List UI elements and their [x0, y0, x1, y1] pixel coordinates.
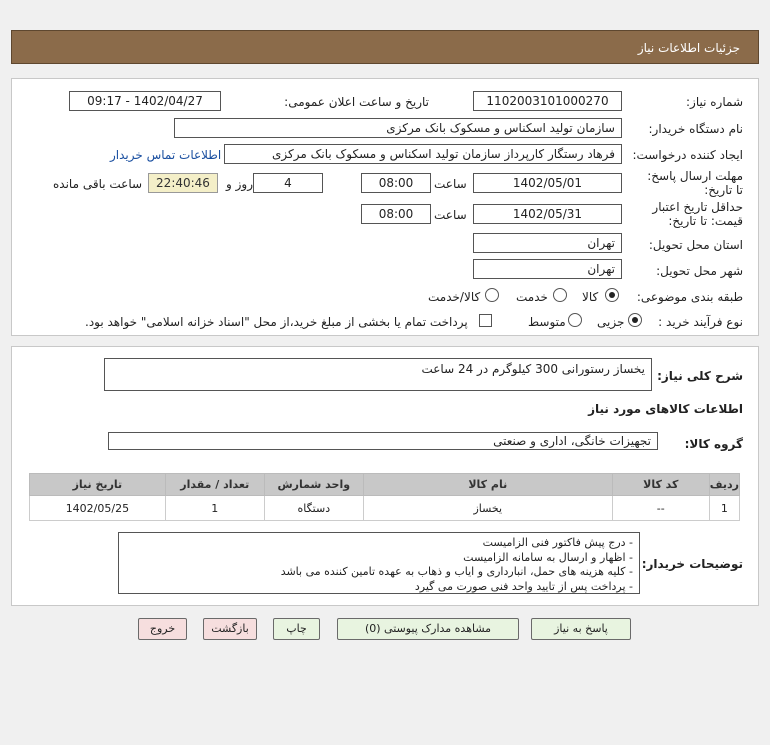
reply-time-label: ساعت: [434, 177, 467, 191]
province-field: تهران: [473, 233, 622, 253]
treasury-payment-note: پرداخت تمام یا بخشی از مبلغ خرید،از محل "اسناد خزانه اسلامی" خواهد بود.: [85, 315, 468, 329]
process-option-medium: متوسط: [528, 315, 566, 329]
validity-label: حداقل تاریخ اعتبار قیمت: تا تاریخ:: [652, 200, 743, 228]
buyer-org-field: سازمان تولید اسکناس و مسکوک بانک مرکزی: [174, 118, 622, 138]
need-number-label: شماره نیاز:: [686, 95, 743, 109]
cell-qty: 1: [165, 496, 264, 521]
cell-date: 1402/05/25: [30, 496, 166, 521]
process-radio-minor[interactable]: [628, 313, 642, 327]
back-button[interactable]: بازگشت: [203, 618, 257, 640]
cell-row: 1: [709, 496, 739, 521]
buyer-notes-label: توضیحات خریدار:: [641, 557, 743, 571]
treasury-payment-checkbox[interactable]: [479, 314, 492, 327]
reply-button[interactable]: پاسخ به نیاز: [531, 618, 631, 640]
category-radio-goods[interactable]: [605, 288, 619, 302]
goods-table: [29, 473, 740, 521]
table-row: [30, 496, 740, 521]
reply-deadline-time: 08:00: [361, 173, 431, 193]
page-title: جزئیات اطلاعات نیاز: [637, 41, 740, 55]
province-label: استان محل تحویل:: [648, 238, 743, 252]
category-option-goods-service: کالا/خدمت: [428, 290, 481, 304]
process-option-minor: جزیی: [597, 315, 625, 329]
col-qty: تعداد / مقدار: [165, 474, 264, 496]
category-label: طبقه بندی موضوعی:: [636, 290, 743, 304]
page-header: [11, 30, 759, 64]
process-radio-medium[interactable]: [568, 313, 582, 327]
reply-deadline-label: مهلت ارسال پاسخ: تا تاریخ:: [647, 169, 743, 197]
requester-field: فرهاد رستگار کارپرداز سازمان تولید اسکناس و مسکوک بانک مرکزی: [224, 144, 622, 164]
cell-code: --: [612, 496, 709, 521]
col-date: تاریخ نیاز: [30, 474, 166, 496]
col-name: نام کالا: [363, 474, 612, 496]
category-radio-goods-service[interactable]: [485, 288, 499, 302]
city-label: شهر محل تحویل:: [656, 264, 743, 278]
category-option-goods: کالا: [582, 290, 599, 304]
requester-label: ایجاد کننده درخواست:: [632, 148, 743, 162]
note-line: - درج پیش فاکتور فنی الزامیست: [482, 536, 633, 549]
reply-deadline-date: 1402/05/01: [473, 173, 622, 193]
process-label: نوع فرآیند خرید :: [658, 315, 743, 329]
attachments-button[interactable]: مشاهده مدارک پیوستی (0): [337, 618, 519, 640]
announce-datetime-field: 1402/04/27 - 09:17: [69, 91, 221, 111]
cell-unit: دستگاه: [264, 496, 363, 521]
buyer-notes: [118, 532, 640, 594]
goods-group-field: تجهیزات خانگی، اداری و صنعتی: [108, 432, 658, 450]
print-button[interactable]: چاپ: [273, 618, 320, 640]
category-option-service: خدمت: [516, 290, 548, 304]
category-radio-service[interactable]: [553, 288, 567, 302]
goods-info-title: اطلاعات کالاهای مورد نیاز: [588, 402, 743, 416]
need-number-field: 1102003101000270: [473, 91, 622, 111]
remaining-time-field: 22:40:46: [148, 173, 218, 193]
buyer-contact-link[interactable]: اطلاعات تماس خریدار: [110, 148, 222, 162]
exit-button[interactable]: خروج: [138, 618, 187, 640]
validity-time-label: ساعت: [434, 208, 467, 222]
note-line: - اظهار و ارسال به سامانه الزامیست: [463, 550, 633, 564]
announce-datetime-label: تاریخ و ساعت اعلان عمومی:: [284, 95, 429, 109]
goods-group-label: گروه کالا:: [684, 437, 743, 451]
city-field: تهران: [473, 259, 622, 279]
col-unit: واحد شمارش: [264, 474, 363, 496]
note-line: - کلیه هزینه های حمل، انبارداری و ایاب و ذهاب به عهده تامین کننده می باشد: [280, 565, 633, 578]
validity-time: 08:00: [361, 204, 431, 224]
remaining-label: ساعت باقی مانده: [53, 177, 143, 191]
buyer-org-label: نام دستگاه خریدار:: [648, 122, 743, 136]
reply-days-field: 4: [253, 173, 323, 193]
col-code: کد کالا: [612, 474, 709, 496]
validity-date: 1402/05/31: [473, 204, 622, 224]
summary-label: شرح کلی نیاز:: [657, 369, 743, 383]
col-row: ردیف: [709, 474, 739, 496]
cell-name: یخساز: [363, 496, 612, 521]
note-line: - پرداخت پس از تایید واحد فنی صورت می گیرد: [414, 579, 633, 593]
summary-field: یخساز رستورانی 300 کیلوگرم در 24 ساعت: [104, 358, 652, 391]
days-label: روز و: [226, 177, 253, 191]
